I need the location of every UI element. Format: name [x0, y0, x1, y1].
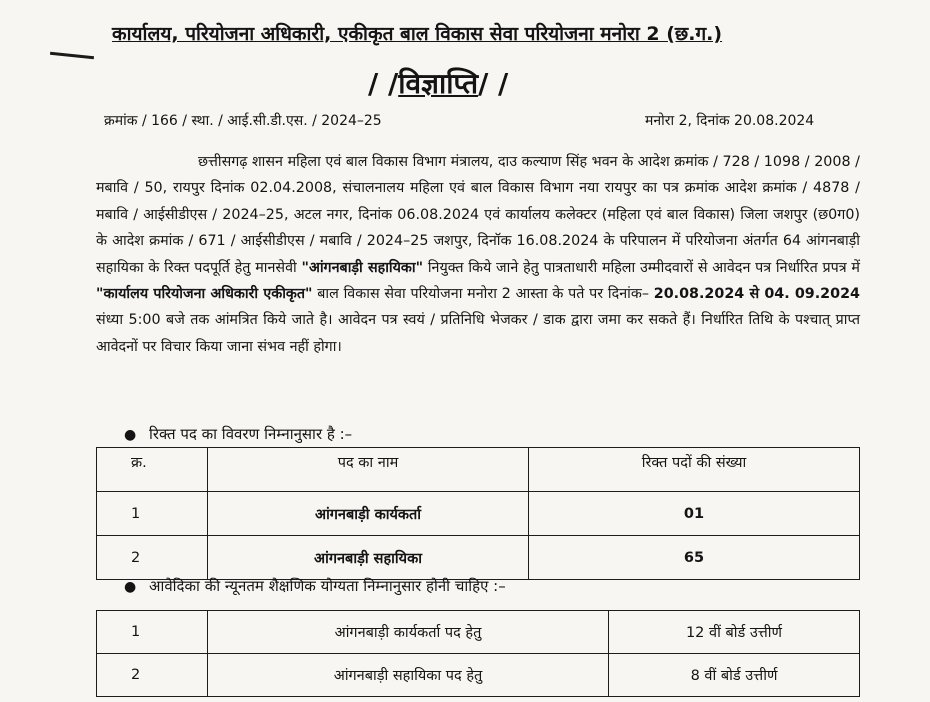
pen-mark	[50, 52, 94, 60]
notice-title	[368, 64, 508, 102]
qualification-heading-text: आवेदिका की न्यूनतम शैक्षणिक योग्यता निम्नानुसार होनी चाहिए :–	[149, 577, 506, 595]
notice-title-suffix: / /	[478, 67, 509, 100]
body-part-3: बाल विकास सेवा परियोजना मनोरा 2 आस्ता के पते पर दिनांक–	[317, 286, 649, 303]
col-vacancy-count: रिक्त पदों की संख्या	[529, 448, 860, 492]
notice-title-prefix: / /	[368, 67, 399, 100]
body-part-1: छत्तीसगढ़ शासन महिला एवं बाल विकास विभाग मंत्रालय, दाउ कल्याण सिंह भवन के आदेश क्रमांक / 728 / 1098 / 2008 / मबावि / 50, रायपुर दिनांक 02.04.2008, संचालनालय महिला एवं बाल विकास विभाग नया रायपुर का पत्र क्रमांक आदेश क्रमांक / 4878 / मबावि / आईसीडीएस / 2024–25, अटल नगर, दिनांक 06.08.2024 एवं कार्यालय कलेक्टर (महिला एवं बाल विकास) जिला जशपुर (छ0ग0) के आदेश क्रमांक / 671 / आईसीडीएस / मबावि / 2024–25 जशपुर, दिनॉक 16.08.2024 के परिपालन में परियोजना अंतर्गत 64 आंगनबाड़ी सहायिका के रिक्त पदपूर्ति हेतु मानसेवी	[96, 154, 860, 276]
place-date: मनोरा 2, दिनांक 20.08.2024	[645, 113, 815, 129]
count-cell: 01	[529, 492, 860, 536]
serial-cell: 2	[97, 536, 208, 580]
serial-cell: 1	[97, 492, 208, 536]
vacancy-table	[96, 447, 860, 580]
body-part-2: नियुक्त किये जाने हेतु पात्रताधारी महिला उम्मीदवारों से आवेदन पत्र निर्धारित प्रपत्र में	[427, 259, 860, 276]
qualification-table	[96, 610, 860, 697]
post-cell: आंगनबाड़ी सहायिका पद हेतु	[208, 654, 609, 697]
qualification-heading	[124, 576, 506, 596]
table-row	[97, 611, 860, 654]
vacancy-heading-text: रिक्त पद का विवरण निम्नानुसार है :–	[149, 425, 353, 443]
serial-cell: 2	[97, 654, 208, 697]
office-name: "कार्यालय परियोजना अधिकारी एकीकृत"	[96, 286, 313, 303]
notice-body	[96, 149, 860, 360]
col-post-name: पद का नाम	[208, 448, 529, 492]
post-name-cell: आंगनबाड़ी कार्यकर्ता	[208, 492, 529, 536]
qualification-cell: 12 वीं बोर्ड उत्तीर्ण	[609, 611, 860, 654]
col-serial: क्र.	[97, 448, 208, 492]
bullet-icon: ●	[124, 427, 137, 443]
post-name: "आंगनबाड़ी सहायिका"	[301, 259, 424, 276]
table-row	[97, 654, 860, 697]
vacancy-heading	[124, 424, 352, 444]
post-cell: आंगनबाड़ी कार्यकर्ता पद हेतु	[208, 611, 609, 654]
table-row	[97, 492, 860, 536]
office-title: कार्यालय, परियोजना अधिकारी, एकीकृत बाल विकास सेवा परियोजना मनोरा 2 (छ.ग.)	[112, 23, 723, 45]
serial-cell: 1	[97, 611, 208, 654]
reference-number: क्रमांक / 166 / स्था. / आई.सी.डी.एस. / 2024–25	[104, 113, 382, 129]
notice-title-word: विज्ञाप्ति	[398, 67, 479, 100]
count-cell: 65	[529, 536, 860, 580]
body-part-4: संध्या 5:00 बजे तक आंमत्रित किये जाते है। आवेदन पत्र स्वयं / प्रतिनिधि भेजकर / डाक द्वारा जमा कर सकते हैं। निर्धारित तिथि के पश्चात् प्राप्त आवेदनों पर विचार किया जाना संभव नहीं होगा।	[96, 312, 860, 355]
application-dates: 20.08.2024 से 04. 09.2024	[653, 286, 860, 303]
table-header-row	[97, 448, 860, 492]
qualification-cell: 8 वीं बोर्ड उत्तीर्ण	[609, 654, 860, 697]
post-name-cell: आंगनबाड़ी सहायिका	[208, 536, 529, 580]
bullet-icon: ●	[124, 579, 137, 595]
table-row	[97, 536, 860, 580]
